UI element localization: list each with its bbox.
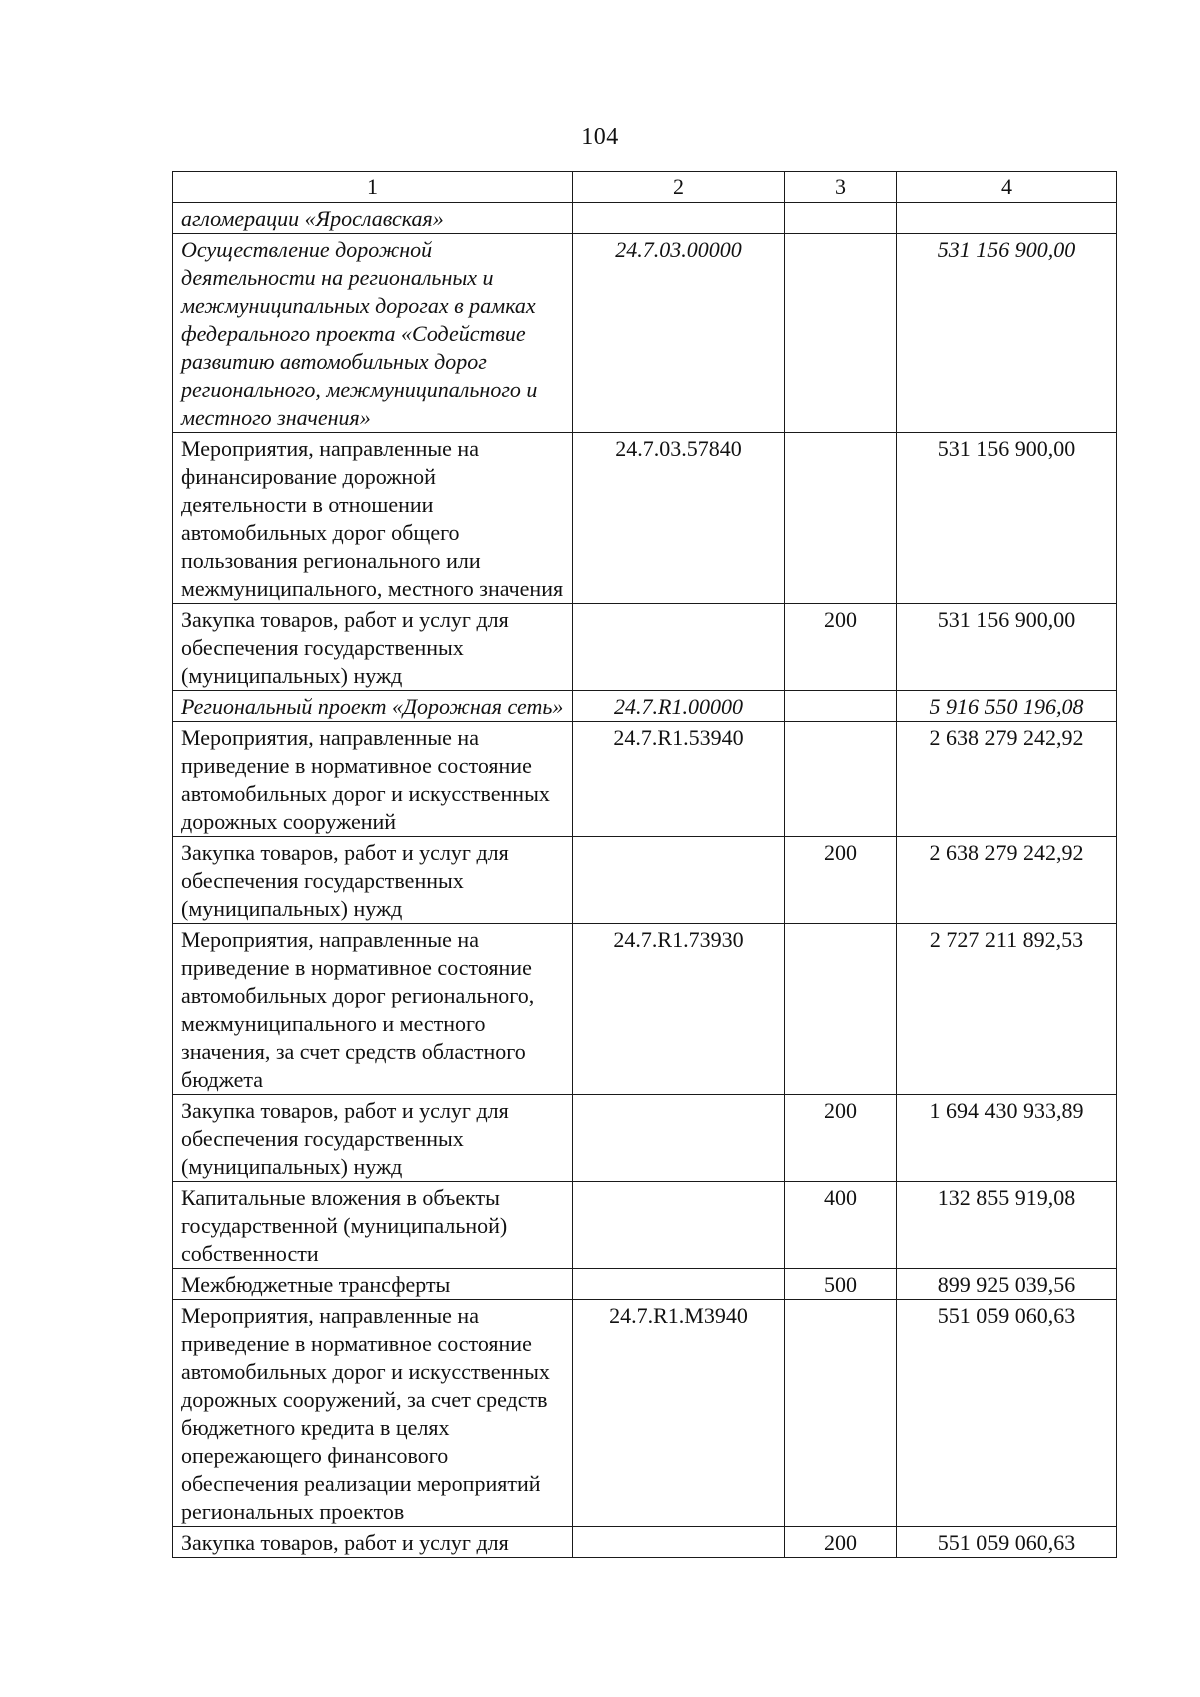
row-expense-type-cell xyxy=(785,433,897,604)
row-name-cell: Осуществление дорожной деятельности на региональных и межмуниципальных дорогах в рамках федерального проекта «Содействие развитию автомобильных дорог регионального, межмуниципального и местного значения» xyxy=(173,234,573,433)
row-expense-type-cell: 200 xyxy=(785,1095,897,1182)
row-amount-cell xyxy=(897,203,1117,234)
row-name-cell: Мероприятия, направленные на финансирование дорожной деятельности в отношении автомобильных дорог общего пользования регионального или межмуниципального, местного значения xyxy=(173,433,573,604)
table-row xyxy=(173,203,1117,234)
row-amount-cell: 5 916 550 196,08 xyxy=(897,691,1117,722)
row-code-cell xyxy=(573,604,785,691)
row-amount-cell: 531 156 900,00 xyxy=(897,433,1117,604)
row-expense-type-cell: 500 xyxy=(785,1269,897,1300)
table-row xyxy=(173,924,1117,1095)
row-code-cell xyxy=(573,1182,785,1269)
table-row xyxy=(173,234,1117,433)
row-code-cell xyxy=(573,203,785,234)
row-amount-cell: 551 059 060,63 xyxy=(897,1300,1117,1527)
row-name-cell: Региональный проект «Дорожная сеть» xyxy=(173,691,573,722)
row-amount-cell: 899 925 039,56 xyxy=(897,1269,1117,1300)
budget-table xyxy=(172,171,1117,1558)
row-amount-cell: 132 855 919,08 xyxy=(897,1182,1117,1269)
row-name-cell: Закупка товаров, работ и услуг для обеспечения государственных (муниципальных) нужд xyxy=(173,604,573,691)
row-name-cell: Закупка товаров, работ и услуг для обеспечения государственных (муниципальных) нужд xyxy=(173,837,573,924)
table-row xyxy=(173,1095,1117,1182)
row-code-cell xyxy=(573,1269,785,1300)
row-amount-cell: 2 638 279 242,92 xyxy=(897,837,1117,924)
table-body xyxy=(173,203,1117,1558)
column-number-row xyxy=(173,172,1117,203)
row-expense-type-cell xyxy=(785,234,897,433)
row-expense-type-cell: 200 xyxy=(785,604,897,691)
row-expense-type-cell xyxy=(785,1300,897,1527)
row-amount-cell: 1 694 430 933,89 xyxy=(897,1095,1117,1182)
column-header-2: 2 xyxy=(573,172,785,203)
row-code-cell xyxy=(573,1095,785,1182)
row-name-cell: Капитальные вложения в объекты государственной (муниципальной) собственности xyxy=(173,1182,573,1269)
row-name-cell: Мероприятия, направленные на приведение в нормативное состояние автомобильных дорог регионального, межмуниципального и местного значения, за счет средств областного бюджета xyxy=(173,924,573,1095)
table-row xyxy=(173,604,1117,691)
row-code-cell: 24.7.R1.73930 xyxy=(573,924,785,1095)
row-amount-cell: 531 156 900,00 xyxy=(897,604,1117,691)
table-row xyxy=(173,691,1117,722)
row-expense-type-cell: 200 xyxy=(785,1527,897,1558)
row-amount-cell: 2 638 279 242,92 xyxy=(897,722,1117,837)
row-expense-type-cell xyxy=(785,722,897,837)
table-row xyxy=(173,837,1117,924)
row-code-cell xyxy=(573,837,785,924)
column-header-4: 4 xyxy=(897,172,1117,203)
row-name-cell: Мероприятия, направленные на приведение в нормативное состояние автомобильных дорог и искусственных дорожных сооружений xyxy=(173,722,573,837)
row-name-cell: Закупка товаров, работ и услуг для xyxy=(173,1527,573,1558)
row-code-cell: 24.7.R1.00000 xyxy=(573,691,785,722)
row-code-cell: 24.7.R1.53940 xyxy=(573,722,785,837)
table-row xyxy=(173,1182,1117,1269)
row-expense-type-cell xyxy=(785,924,897,1095)
table-row xyxy=(173,433,1117,604)
row-expense-type-cell xyxy=(785,203,897,234)
row-name-cell: Межбюджетные трансферты xyxy=(173,1269,573,1300)
table-row xyxy=(173,1269,1117,1300)
table-row xyxy=(173,1527,1117,1558)
page-number: 104 xyxy=(581,124,619,150)
row-code-cell: 24.7.03.00000 xyxy=(573,234,785,433)
row-code-cell: 24.7.R1.M3940 xyxy=(573,1300,785,1527)
table-row xyxy=(173,722,1117,837)
row-amount-cell: 531 156 900,00 xyxy=(897,234,1117,433)
row-code-cell xyxy=(573,1527,785,1558)
column-header-3: 3 xyxy=(785,172,897,203)
row-amount-cell: 551 059 060,63 xyxy=(897,1527,1117,1558)
row-code-cell: 24.7.03.57840 xyxy=(573,433,785,604)
row-expense-type-cell: 200 xyxy=(785,837,897,924)
table-row xyxy=(173,1300,1117,1527)
row-name-cell: Закупка товаров, работ и услуг для обеспечения государственных (муниципальных) нужд xyxy=(173,1095,573,1182)
row-amount-cell: 2 727 211 892,53 xyxy=(897,924,1117,1095)
row-expense-type-cell xyxy=(785,691,897,722)
row-expense-type-cell: 400 xyxy=(785,1182,897,1269)
row-name-cell: Мероприятия, направленные на приведение в нормативное состояние автомобильных дорог и искусственных дорожных сооружений, за счет средств бюджетного кредита в целях опережающего финансового обеспечения реализации мероприятий региональных проектов xyxy=(173,1300,573,1527)
column-header-1: 1 xyxy=(173,172,573,203)
row-name-cell: агломерации «Ярославская» xyxy=(173,203,573,234)
